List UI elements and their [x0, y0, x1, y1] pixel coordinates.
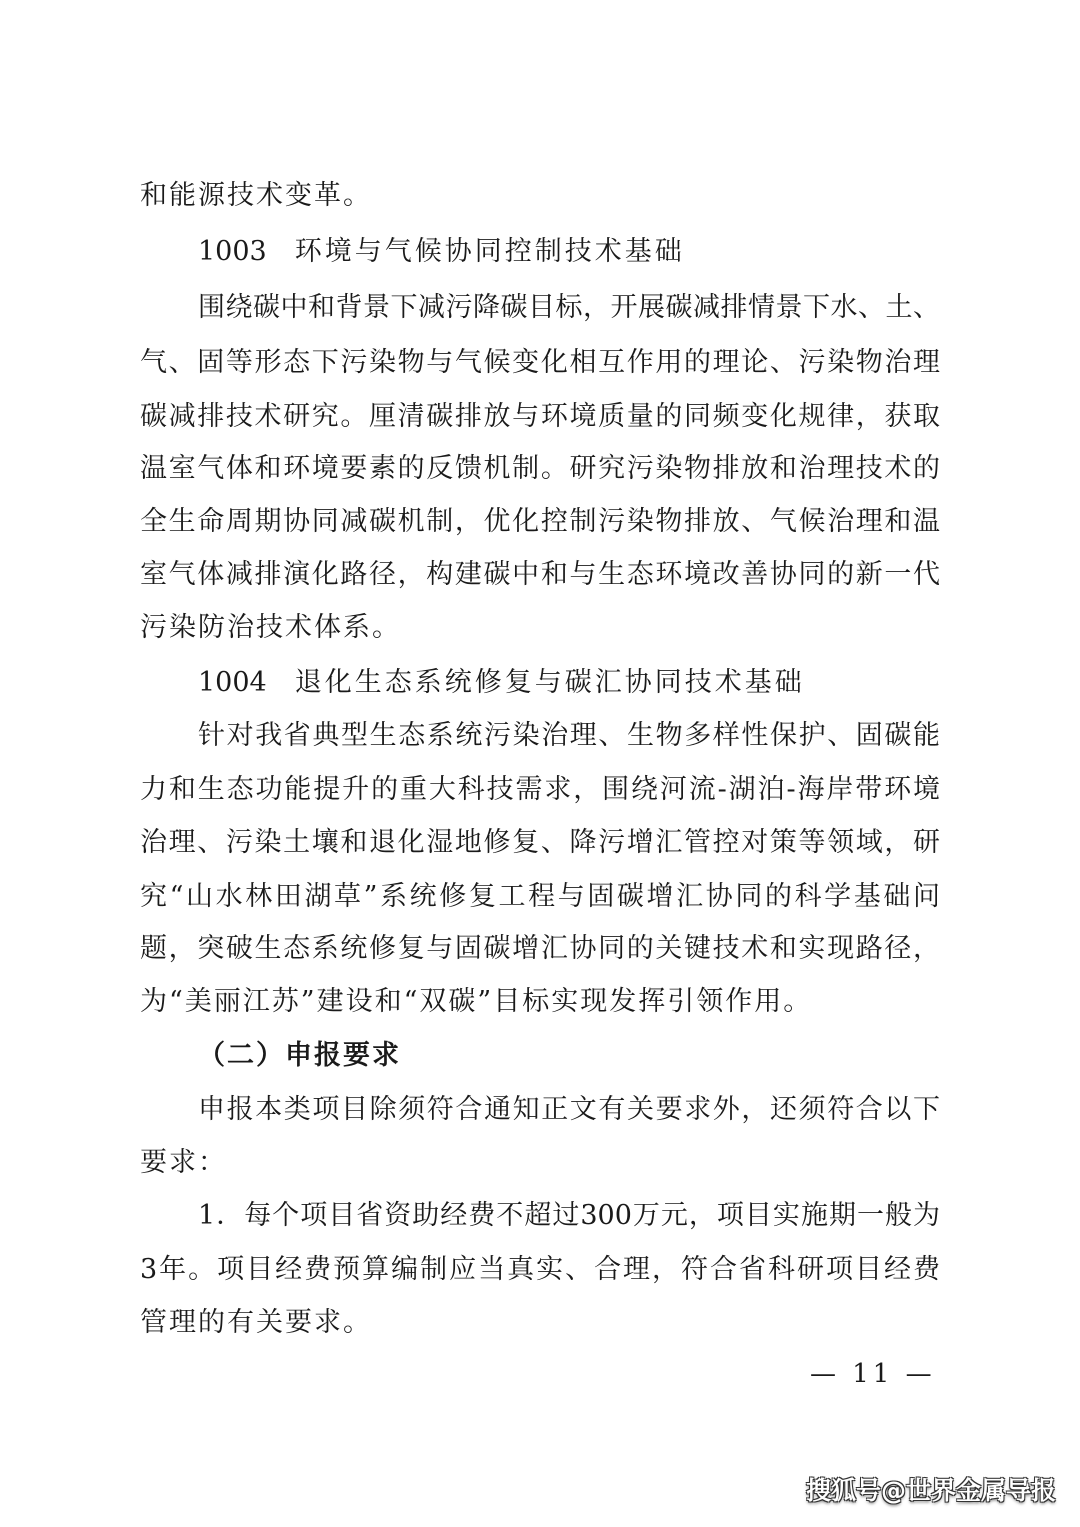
- topic-heading-1004: [198, 663, 998, 703]
- paragraph-line: 治理、污染土壤和退化湿地修复、降污增汇管控对策等领域，研: [140, 827, 940, 858]
- paragraph-line: 1．每个项目省资助经费不超过300万元，项目实施期一般为: [198, 1200, 940, 1231]
- paragraph-line: 申报本类项目除须符合通知正文有关要求外，还须符合以下: [198, 1094, 940, 1125]
- paragraph-line: 室气体减排演化路径，构建碳中和与生态环境改善协同的新一代: [140, 559, 940, 590]
- source-watermark: 搜狐号@世界金属导报: [805, 1476, 1056, 1505]
- page-number: — 11 —: [810, 1359, 936, 1389]
- paragraph-line: 要求：: [140, 1147, 227, 1178]
- paragraph-line: 温室气体和环境要素的反馈机制。研究污染物排放和治理技术的: [140, 453, 940, 484]
- topic-title: 退化生态系统修复与碳汇协同技术基础: [294, 667, 805, 698]
- topic-heading-1003: [198, 232, 998, 272]
- topic-code: 1004: [198, 667, 267, 698]
- paragraph-line: 力和生态功能提升的重大科技需求，围绕河流-湖泊-海岸带环境: [140, 774, 940, 805]
- paragraph-line: 题，突破生态系统修复与固碳增汇协同的关键技术和实现路径，: [140, 933, 940, 964]
- paragraph-line: 针对我省典型生态系统污染治理、生物多样性保护、固碳能: [198, 720, 940, 751]
- paragraph-line: 气、固等形态下污染物与气候变化相互作用的理论、污染物治理: [140, 347, 940, 378]
- topic-code: 1003: [198, 236, 267, 267]
- paragraph-line: 管理的有关要求。: [140, 1307, 372, 1338]
- paragraph-line: 究“山水林田湖草”系统修复工程与固碳增汇协同的科学基础问: [140, 881, 940, 912]
- paragraph-line: 3年。项目经费预算编制应当真实、合理，符合省科研项目经费: [140, 1254, 940, 1285]
- paragraph-line: 全生命周期协同减碳机制，优化控制污染物排放、气候治理和温: [140, 506, 940, 537]
- paragraph-line: 为“美丽江苏”建设和“双碳”目标实现发挥引领作用。: [140, 986, 813, 1017]
- paragraph-line: 围绕碳中和背景下减污降碳目标，开展碳减排情景下水、土、: [198, 292, 940, 323]
- topic-title: 环境与气候协同控制技术基础: [294, 236, 685, 267]
- paragraph-line: 碳减排技术研究。厘清碳排放与环境质量的同频变化规律，获取: [140, 401, 940, 432]
- paragraph-line: 污染防治技术体系。: [140, 612, 401, 643]
- section-heading: （二）申报要求: [198, 1040, 401, 1071]
- paragraph-line: 和能源技术变革。: [140, 180, 372, 211]
